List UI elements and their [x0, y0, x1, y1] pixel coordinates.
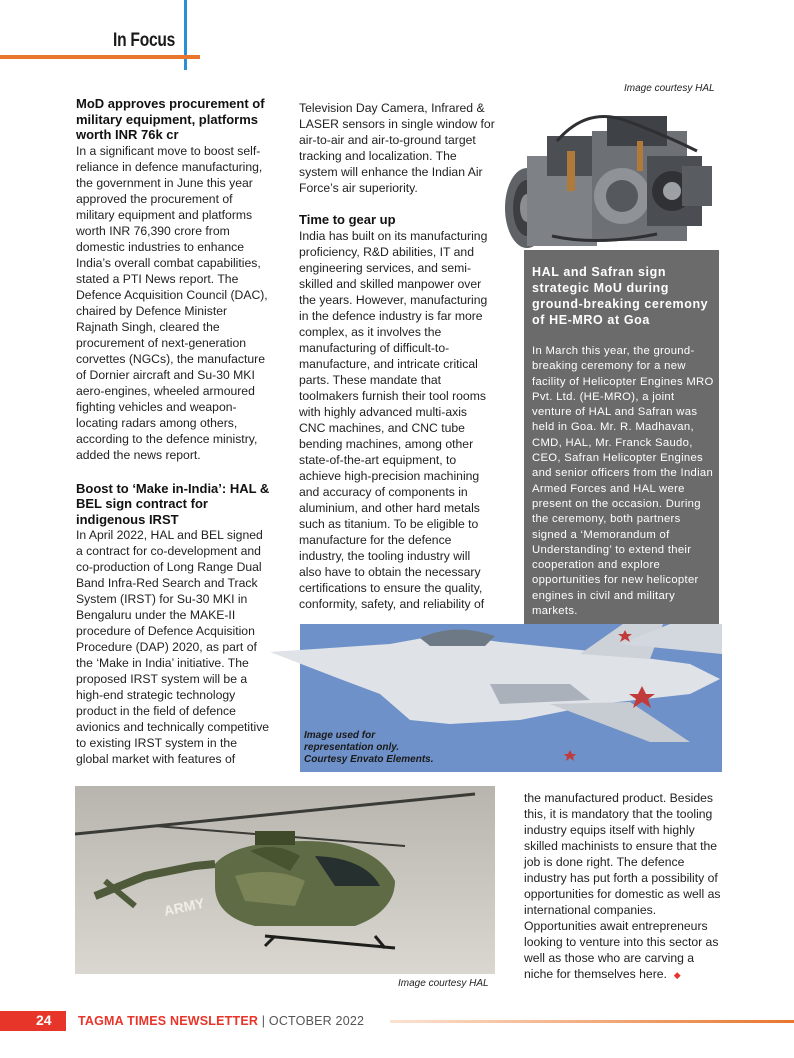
jet-caption-line-2: representation only. [304, 742, 400, 753]
page-number-tab [0, 1011, 66, 1031]
header-vertical-rule [184, 0, 187, 70]
article-heading-mod: MoD approves procurement of military equipment, platforms worth INR 76k cr [76, 96, 265, 142]
army-marking: ARMY [162, 894, 206, 919]
engine-image [497, 96, 719, 250]
column-2 [299, 100, 495, 612]
footer-publication [78, 1014, 364, 1028]
article-body-gear-up-cont [524, 790, 722, 983]
jet-caption-line-1: Image used for [304, 730, 376, 741]
article-body-irst-cont: Television Day Camera, Infrared & LASER sensors in single window for air-to-air and air-to-ground target tracking and localization. The system will enhance the Indian Air Force’s air superiority. [299, 101, 495, 195]
footer-gradient-rule [390, 1020, 794, 1023]
sidebar-heading: HAL and Safran sign strategic MoU during ground-breaking ceremony of HE-MRO at Goa [532, 265, 709, 327]
page-number: 24 [36, 1012, 52, 1028]
helicopter-engine-illustration [497, 96, 719, 250]
sidebar-body: In March this year, the ground-breaking ceremony for a new facility of Helicopter Engines MRO Pvt. Ltd. (HE-MRO), a joint venture of HAL and Safran was held in Goa. Mr. R. Madhavan, CMD, HAL, Mr. Franck Saudo, CEO, Safran Helicopter Engines and senior officers from the Indian Armed Forces and HAL were present on the occasion. During the ceremony, both partners signed a ‘Memorandum of Understanding’ to extend their cooperation and explore opportunities for new helicopter engines in civil and military markets. [532, 345, 714, 618]
footer-separator: | [258, 1014, 269, 1028]
section-label: In Focus [113, 30, 176, 51]
article-body-gear-up: India has built on its manufacturing proficiency, R&D abilities, IT and engineering services, and semi-skilled and skilled manpower over the years. However, manufacturing in the defence industry is far more complex, as it involves the manufacturing of difficult-to-manufacture, and intricate critical parts. These mandate that toolmakers furnish their tool rooms with highly advanced multi-axis CNC machines, and CNC tube bending machines, among other state-of-the-art equipment, to achieve high-precision machining and accuracy of components in aluminium, and other hard metals such as titanium. To be eligible to manufacture for the defence industry, the tooling industry will also have to obtain the necessary certifications to ensure the quality, conformity, safety, and reliability of [299, 228, 488, 611]
column-1 [76, 96, 272, 767]
article-heading-irst: Boost to ‘Make in-India’: HAL & BEL sign contract for indigenous IRST [76, 480, 270, 527]
jet-caption-line-3: Courtesy Envato Elements. [304, 754, 434, 765]
jet-image-caption [304, 730, 433, 766]
end-of-article-mark: ◆ [673, 970, 681, 980]
footer-title: TAGMA TIMES NEWSLETTER [78, 1014, 259, 1028]
closing-paragraph: the manufactured product. Besides this, it is mandatory that the tooling industry equips itself with highly skilled machinists to ensure that the job is done right. The defence industry has put forth a possibility of opportunities for domestic as well as international companies. Opportunities await entrepreneurs looking to venture into this sector as well as those who are carving a niche for themselves here. [524, 791, 721, 981]
column-3 [524, 790, 722, 983]
article-body-irst: In April 2022, HAL and BEL signed a contract for co-development and co-production of Long Range Dual Band Infra-Red Search and Track System (IRST) for Su-30 MKI in Bengaluru under the MAKE-II procedure of Defence Acquisition Procedure (DAP) 2020, as part of the ‘Make in India’ initiative. The proposed IRST system will be a high-end strategic technology product in the field of defence avionics and technically competitive to existing IRST system in the global market with features of [76, 528, 270, 766]
article-body-mod: In a significant move to boost self-reliance in defence manufacturing, the government in June this year approved the procurement of military equipment and platforms worth INR 76,390 crore from domestic industries to enhance India’s overall combat capabilities, stated a PTI News report. The Defence Acquisition Council (DAC), chaired by Defence Minister Rajnath Singh, cleared the procurement of next-generation corvettes (NGCs), the manufacture of Dornier aircraft and Su-30 MKI aero-engines, wheeled armoured fighting vehicles and weapon-locating radars among others, according to the defence ministry, added the news report. [76, 143, 268, 462]
header-orange-rule [0, 55, 200, 59]
article-heading-gear-up: Time to gear up [299, 212, 396, 227]
hal-safran-sidebar [524, 250, 719, 624]
helicopter-illustration [75, 786, 495, 974]
engine-image-caption: Image courtesy HAL [624, 83, 715, 94]
helicopter-image-caption: Image courtesy HAL [398, 978, 489, 989]
footer-date: OCTOBER 2022 [268, 1014, 365, 1028]
helicopter-image [75, 786, 495, 974]
